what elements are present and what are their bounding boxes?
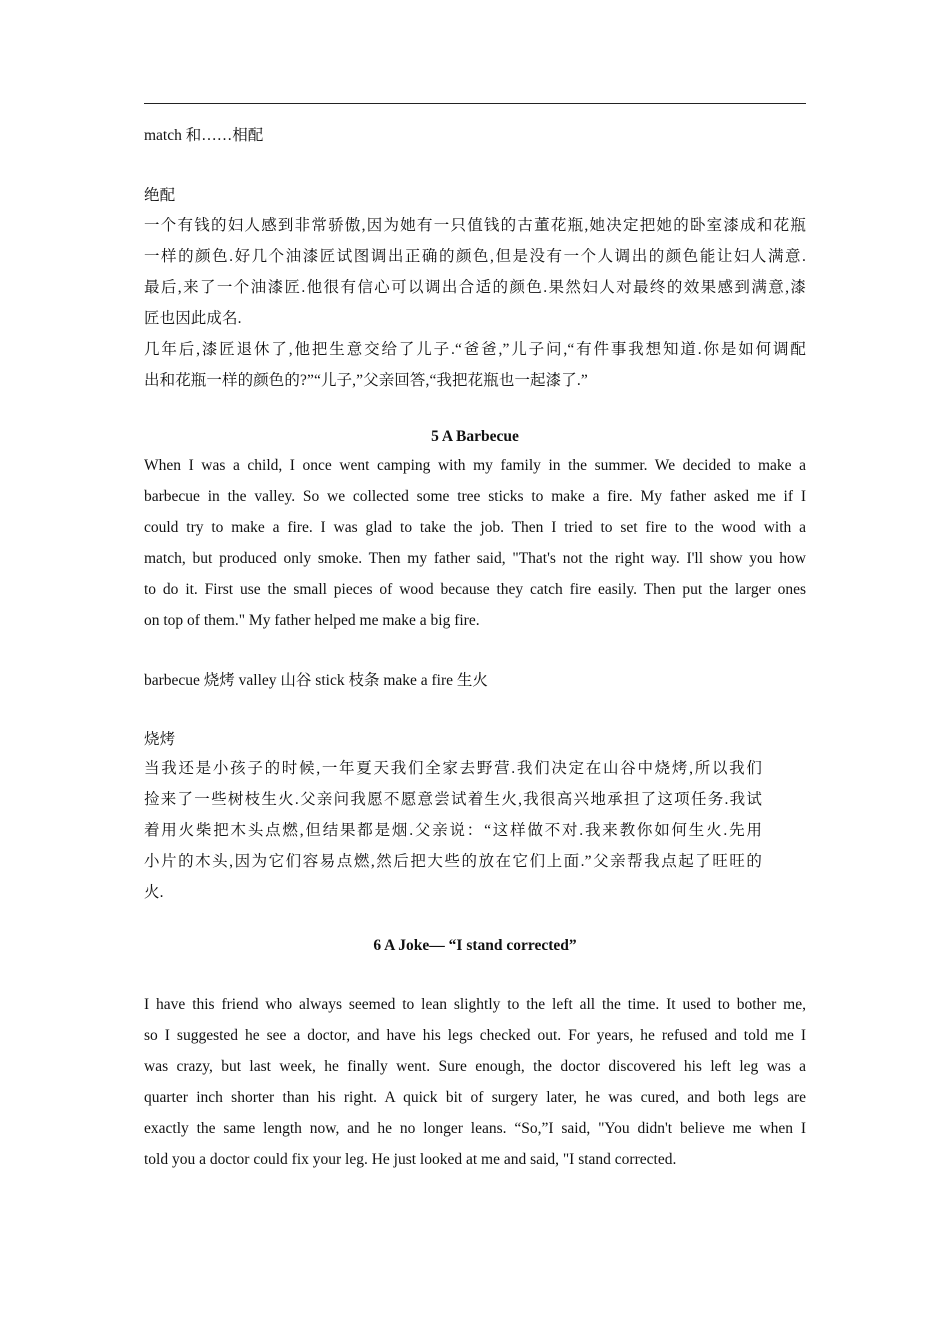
- story4-cn-line: 匠也因此成名.: [144, 310, 242, 327]
- vocab-top: match 和……相配: [144, 127, 264, 144]
- story6-line: told you a doctor could fix your leg. He just looked at me and said, "I stand corrected.: [144, 1151, 677, 1168]
- story4-cn-line: 最后,来了一个油漆匠.他很有信心可以调出合适的颜色.果然妇人对最终的效果感到满意,漆: [144, 279, 806, 296]
- story5-cn-line: 着用火柴把木头点燃,但结果都是烟.父亲说：“这样做不对.我来教你如何生火.先用: [144, 822, 762, 839]
- story5-line: barbecue in the valley. So we collected some tree sticks to make a fire. My father asked me if I: [144, 488, 806, 505]
- story5-title: 5 A Barbecue: [431, 428, 519, 445]
- story4-cn-line: 出和花瓶一样的颜色的?”“儿子,”父亲回答,“我把花瓶也一起漆了.”: [144, 372, 588, 389]
- story6-body: [144, 989, 806, 1175]
- story5-vocab: barbecue 烧烤 valley 山谷 stick 枝条 make a fire 生火: [144, 672, 488, 689]
- story4-cn-title: 绝配: [144, 187, 176, 204]
- story5-cn-line: 当我还是小孩子的时候,一年夏天我们全家去野营.我们决定在山谷中烧烤,所以我们: [144, 760, 762, 777]
- story4-cn-line: 一样的颜色.好几个油漆匠试图调出正确的颜色,但是没有一个人调出的颜色能让妇人满意.: [144, 248, 806, 265]
- story5-cn-line: 小片的木头,因为它们容易点燃,然后把大些的放在它们上面.”父亲帮我点起了旺旺的: [144, 853, 762, 870]
- header-rule: [144, 103, 806, 104]
- story5-line: could try to make a fire. I was glad to take the job. Then I tried to set fire to the wood with a: [144, 519, 806, 536]
- story4-cn-body: [144, 210, 806, 396]
- story6-line: I have this friend who always seemed to lean slightly to the left all the time. It used to bother me,: [144, 996, 806, 1013]
- story5-cn-body: [144, 753, 762, 908]
- story5-cn-line: 火.: [144, 884, 164, 901]
- story5-body: [144, 450, 806, 636]
- story5-line: When I was a child, I once went camping with my family in the summer. We decided to make a: [144, 457, 806, 474]
- story6-line: so I suggested he see a doctor, and have his legs checked out. For years, he refused and told me I: [144, 1027, 806, 1044]
- story6-line: quarter inch shorter than his right. A quick bit of surgery later, he was cured, and both legs are: [144, 1089, 806, 1106]
- story5-line: on top of them." My father helped me make a big fire.: [144, 612, 480, 629]
- story5-cn-title: 烧烤: [144, 731, 176, 748]
- story5-cn-line: 捡来了一些树枝生火.父亲问我愿不愿意尝试着生火,我很高兴地承担了这项任务.我试: [144, 791, 762, 808]
- story6-line: exactly the same length now, and he no longer leans. “So,”I said, "You didn't believe me when I: [144, 1120, 806, 1137]
- story4-cn-line: 一个有钱的妇人感到非常骄傲,因为她有一只值钱的古董花瓶,她决定把她的卧室漆成和花瓶: [144, 217, 806, 234]
- story5-line: to do it. First use the small pieces of wood because they catch fire easily. Then put the larger ones: [144, 581, 806, 598]
- story5-line: match, but produced only smoke. Then my father said, "That's not the right way. I'll show you how: [144, 550, 806, 567]
- story4-cn-line: 几年后,漆匠退休了,他把生意交给了儿子.“爸爸,”儿子问,“有件事我想知道.你是如何调配: [144, 341, 806, 358]
- story6-line: was crazy, but last week, he finally went. Sure enough, the doctor discovered his left leg was a: [144, 1058, 806, 1075]
- story6-title: 6 A Joke— “I stand corrected”: [373, 937, 577, 954]
